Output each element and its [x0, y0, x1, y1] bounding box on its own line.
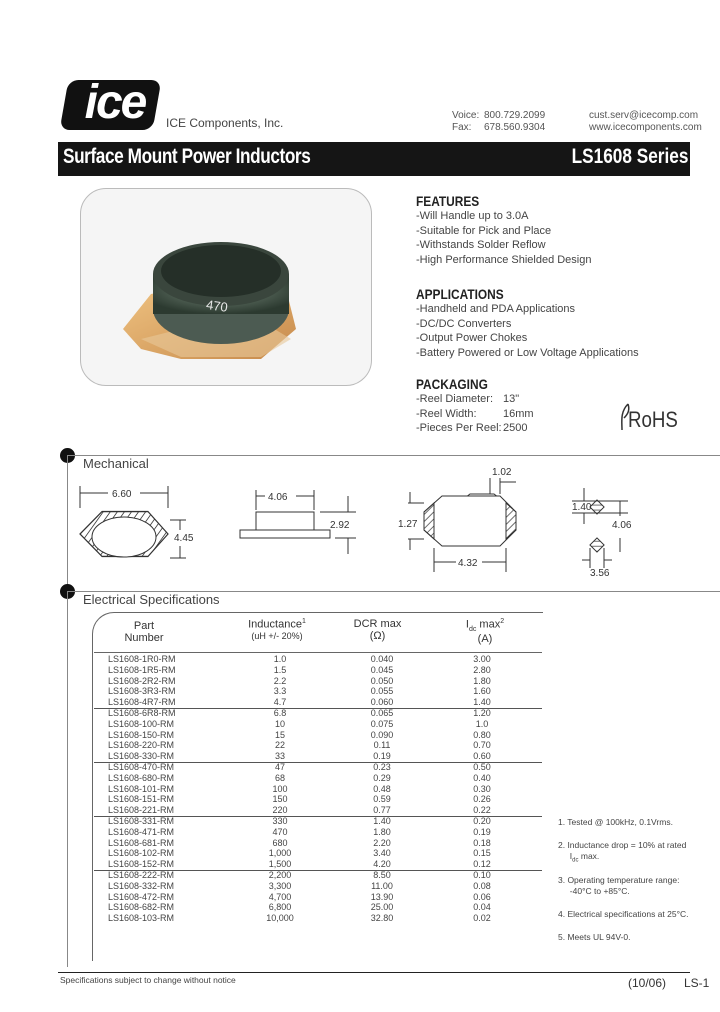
- divider: [67, 591, 68, 967]
- cell-dcr: 32.80: [370, 913, 394, 924]
- cell-dcr: 0.11: [373, 740, 391, 751]
- list-item: -High Performance Shielded Design: [416, 253, 592, 266]
- cell-idc: 0.50: [473, 762, 491, 772]
- cell-part: LS1608-220-RM: [108, 740, 175, 751]
- cell-idc: 0.30: [473, 783, 491, 794]
- cell-part: LS1608-1R5-RM: [108, 664, 176, 675]
- cell-inductance: 1.0: [273, 654, 287, 664]
- product-photo: [80, 188, 372, 386]
- cell-inductance: 22: [274, 740, 285, 751]
- table-row: [94, 655, 542, 664]
- cell-dcr: 0.055: [370, 686, 394, 697]
- voice-label: Voice:: [452, 110, 480, 121]
- cell-part: LS1608-103-RM: [108, 913, 175, 924]
- footer-date: (10/06): [628, 976, 667, 990]
- note-2: 2. Inductance drop = 10% at rated $I_{dc}$ max.: [558, 840, 687, 864]
- list-item: -Withstands Solder Reflow: [416, 239, 546, 251]
- cell-idc: 0.10: [473, 870, 491, 880]
- cell-inductance: 3,300: [268, 880, 292, 891]
- cell-dcr: 1.40: [373, 816, 391, 826]
- dim-land-a: 1.40: [572, 502, 592, 513]
- list-item: -Pieces Per Reel:: [416, 422, 502, 434]
- cell-idc: 1.20: [473, 708, 491, 718]
- table-row: [94, 763, 542, 772]
- note-5: 5. Meets UL 94V-0.: [558, 932, 631, 942]
- cell-inductance: 47: [274, 762, 285, 772]
- cell-inductance: 2.2: [273, 675, 287, 686]
- col-header-idc: $I_{dc}$ $\max^2$ (A): [465, 618, 505, 645]
- col-header-part: Part Number: [124, 620, 164, 644]
- col-header-dcr: DCR max (Ω): [353, 618, 402, 642]
- website: www.icecomponents.com: [589, 122, 702, 133]
- cell-part: LS1608-150-RM: [108, 729, 175, 740]
- table-row: [94, 817, 542, 826]
- cell-inductance: 15: [274, 729, 285, 740]
- divider: [68, 455, 720, 456]
- cell-part: LS1608-100-RM: [108, 718, 175, 729]
- table-header-rule: [94, 652, 542, 653]
- top-view: [80, 486, 194, 558]
- cell-dcr: 1.80: [373, 826, 391, 837]
- cell-dcr: 25.00: [370, 902, 394, 913]
- dim-side-height: 2.92: [330, 520, 350, 531]
- dim-pad-bottom: 4.32: [458, 558, 478, 569]
- company-name: ICE Components, Inc.: [166, 116, 284, 130]
- cell-part: LS1608-6R8-RM: [108, 708, 176, 718]
- cell-inductance: 1.5: [273, 664, 287, 675]
- packaging-values: [503, 392, 534, 436]
- note-3: 3. Operating temperature range: -40°C to +85°C.: [558, 875, 680, 896]
- cell-dcr: 0.090: [370, 729, 394, 740]
- packaging-list: [416, 392, 502, 436]
- fax-number: 678.560.9304: [484, 122, 546, 133]
- table-row: [94, 839, 542, 848]
- cell-part: LS1608-151-RM: [108, 794, 175, 805]
- mechanical-label: Mechanical: [83, 456, 149, 471]
- inductor-illustration: [81, 189, 371, 385]
- cell-part: LS1608-472-RM: [108, 891, 175, 902]
- table-row: [94, 806, 542, 815]
- cell-part: LS1608-3R3-RM: [108, 686, 176, 697]
- pad-view: [398, 468, 516, 572]
- cell-idc: 0.15: [473, 848, 491, 859]
- features-heading: FEATURES: [416, 193, 480, 209]
- note-4: 4. Electrical specifications at 25°C.: [558, 909, 689, 919]
- cell-inductance: 6.8: [273, 708, 287, 718]
- col-header-inductance: Inductance$^1$ (uH +/- 20%): [248, 618, 306, 641]
- packaging-heading: PACKAGING: [416, 376, 488, 392]
- table-row: [94, 828, 542, 837]
- cell-part: LS1608-222-RM: [108, 870, 175, 880]
- list-item: -Output Power Chokes: [416, 332, 528, 344]
- cell-part: LS1608-2R2-RM: [108, 675, 176, 686]
- cell-dcr: 4.20: [373, 859, 391, 870]
- table-row: [94, 731, 542, 740]
- cell-part: LS1608-682-RM: [108, 902, 175, 913]
- cell-part: LS1608-1R0-RM: [108, 654, 176, 664]
- table-row: [94, 795, 542, 804]
- list-value: 2500: [503, 422, 528, 434]
- cell-inductance: 4.7: [273, 697, 287, 708]
- table-row: [94, 677, 542, 686]
- cell-idc: 0.19: [473, 826, 491, 837]
- cell-idc: 0.18: [473, 837, 491, 848]
- table-row: [94, 720, 542, 729]
- applications-list: [416, 302, 639, 360]
- cell-dcr: 0.045: [370, 664, 394, 675]
- cell-inductance: 150: [272, 794, 288, 805]
- table-row: [94, 785, 542, 794]
- cell-inductance: 68: [274, 772, 285, 783]
- cell-inductance: 3.3: [273, 686, 287, 697]
- table-row: [94, 687, 542, 696]
- list-item: -DC/DC Converters: [416, 317, 512, 330]
- list-item: -Reel Diameter:: [416, 393, 494, 405]
- cell-dcr: 0.48: [373, 783, 391, 794]
- cell-inductance: 6,800: [268, 902, 292, 913]
- list-value: 16mm: [503, 407, 534, 420]
- series-title: LS1608 Series: [571, 145, 688, 168]
- list-item: -Will Handle up to 3.0A: [416, 210, 529, 222]
- inductor-marking: 470: [205, 296, 229, 315]
- cell-part: LS1608-332-RM: [108, 880, 175, 891]
- cell-idc: 0.26: [473, 794, 491, 805]
- cell-dcr: 0.23: [373, 762, 391, 772]
- dim-pad-top: 1.02: [492, 468, 512, 478]
- electrical-label: Electrical Specifications: [83, 592, 220, 607]
- cell-part: LS1608-331-RM: [108, 816, 175, 826]
- dim-land-c: 3.56: [590, 568, 610, 579]
- features-list: [416, 209, 591, 267]
- footer-page: LS-1: [684, 976, 710, 990]
- cell-idc: 0.02: [473, 913, 491, 924]
- cell-inductance: 33: [274, 751, 285, 762]
- cell-idc: 3.00: [473, 654, 491, 664]
- cell-dcr: 0.065: [370, 708, 394, 718]
- table-row: [94, 741, 542, 750]
- cell-dcr: 0.29: [373, 772, 391, 783]
- cell-idc: 0.70: [473, 740, 491, 751]
- dim-top-height: 4.45: [174, 533, 194, 544]
- land-pattern: [572, 488, 632, 579]
- cell-idc: 1.40: [473, 697, 491, 708]
- table-row: [94, 882, 542, 891]
- cell-part: LS1608-152-RM: [108, 859, 175, 870]
- cell-idc: 2.80: [473, 664, 491, 675]
- table-row: [94, 860, 542, 869]
- cell-inductance: 1,000: [268, 848, 292, 859]
- table-row: [94, 903, 542, 912]
- cell-idc: 0.08: [473, 880, 491, 891]
- cell-dcr: 0.050: [370, 675, 394, 686]
- note-1: 1. Tested @ 100kHz, 0.1Vrms.: [558, 817, 673, 827]
- cell-dcr: 13.90: [370, 891, 394, 902]
- cell-dcr: 0.040: [370, 654, 394, 664]
- dim-pad-side: 1.27: [398, 519, 418, 530]
- cell-idc: 0.06: [473, 891, 491, 902]
- table-row: [94, 666, 542, 675]
- footer-disclaimer: Specifications subject to change without notice: [60, 975, 236, 985]
- cell-dcr: 0.060: [370, 697, 394, 708]
- cell-dcr: 0.075: [370, 718, 394, 729]
- cell-dcr: 0.19: [373, 751, 391, 762]
- cell-inductance: 1,500: [268, 859, 292, 870]
- cell-inductance: 10,000: [266, 913, 294, 924]
- cell-inductance: 2,200: [268, 870, 292, 880]
- rohs-logo: RoHS: [628, 407, 678, 432]
- table-row: [94, 914, 542, 923]
- cell-dcr: 3.40: [373, 848, 391, 859]
- table-row: [94, 849, 542, 858]
- cell-dcr: 2.20: [373, 837, 391, 848]
- cell-idc: 0.80: [473, 729, 491, 740]
- table-row: [94, 752, 542, 761]
- cell-dcr: 8.50: [373, 870, 391, 880]
- cell-inductance: 10: [274, 718, 285, 729]
- list-value: 13": [503, 393, 520, 405]
- cell-part: LS1608-101-RM: [108, 783, 175, 794]
- cell-part: LS1608-680-RM: [108, 772, 175, 783]
- table-row: [94, 893, 542, 902]
- table-row: [94, 774, 542, 783]
- page-title: Surface Mount Power Inductors: [63, 145, 311, 168]
- cell-part: LS1608-102-RM: [108, 848, 175, 859]
- cell-dcr: 0.59: [373, 794, 391, 805]
- cell-part: LS1608-330-RM: [108, 751, 175, 762]
- voice-number: 800.729.2099: [484, 110, 546, 121]
- email: cust.serv@icecomp.com: [589, 110, 699, 121]
- side-view: [240, 490, 356, 554]
- logo-text: ice: [84, 76, 146, 129]
- cell-part: LS1608-681-RM: [108, 837, 175, 848]
- cell-inductance: 330: [272, 816, 288, 826]
- cell-inductance: 100: [272, 783, 288, 794]
- mechanical-drawing: [60, 468, 720, 580]
- list-item: -Handheld and PDA Applications: [416, 303, 575, 315]
- cell-inductance: 220: [272, 805, 288, 816]
- cell-idc: 0.04: [473, 902, 491, 913]
- cell-idc: 0.20: [473, 816, 491, 826]
- cell-dcr: 11.00: [371, 880, 393, 891]
- cell-idc: 0.40: [473, 772, 491, 783]
- cell-inductance: 4,700: [268, 891, 292, 902]
- dim-top-width: 6.60: [112, 489, 132, 500]
- cell-idc: 0.60: [473, 751, 491, 762]
- applications-heading: APPLICATIONS: [416, 286, 504, 302]
- cell-idc: 0.22: [473, 805, 491, 816]
- cell-idc: 1.80: [473, 675, 491, 686]
- cell-part: LS1608-471-RM: [108, 826, 175, 837]
- dim-side-width: 4.06: [268, 492, 288, 503]
- cell-part: LS1608-470-RM: [108, 762, 175, 772]
- cell-idc: 0.12: [473, 859, 491, 870]
- cell-inductance: 470: [272, 826, 288, 837]
- dim-land-b: 4.06: [612, 520, 632, 531]
- table-row: [94, 709, 542, 718]
- list-item: -Suitable for Pick and Place: [416, 224, 552, 237]
- cell-idc: 1.60: [473, 686, 491, 697]
- cell-part: LS1608-4R7-RM: [108, 697, 176, 708]
- fax-label: Fax:: [452, 122, 472, 133]
- table-row: [94, 871, 542, 880]
- list-item: -Reel Width:: [416, 407, 477, 420]
- table-row: [94, 698, 542, 707]
- footer-rule: [58, 972, 690, 973]
- cell-dcr: 0.77: [373, 805, 391, 816]
- list-item: -Battery Powered or Low Voltage Applications: [416, 346, 639, 359]
- cell-inductance: 680: [272, 837, 288, 848]
- cell-idc: 1.0: [475, 718, 489, 729]
- cell-part: LS1608-221-RM: [108, 805, 175, 816]
